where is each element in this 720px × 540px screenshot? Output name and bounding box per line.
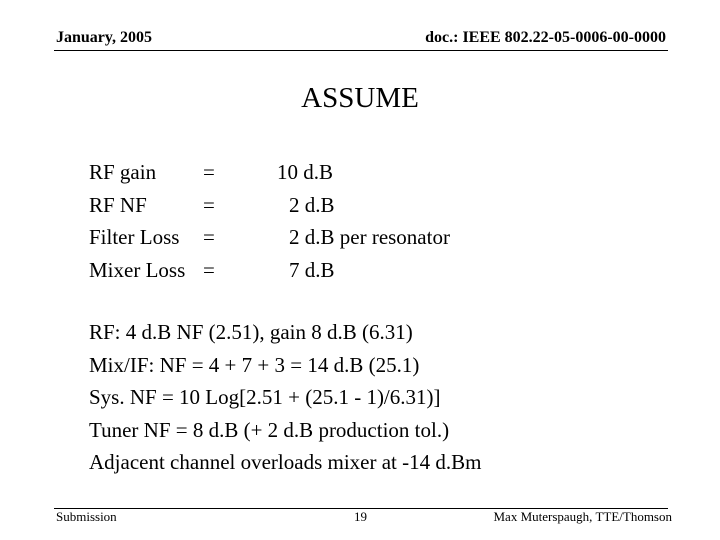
param-value: 7 d.B (289, 257, 335, 282)
param-row-filter-loss (89, 221, 509, 254)
footer-submission: Submission (56, 509, 117, 524)
header-divider (54, 50, 668, 51)
param-row-mixer-loss (89, 254, 509, 287)
param-label: RF NF (89, 192, 147, 217)
param-value: 2 d.B per resonator (289, 225, 450, 249)
calc-line-rf: RF: 4 d.B NF (2.51), gain 8 d.B (6.31) (89, 320, 413, 344)
param-equals: = (203, 192, 215, 217)
param-equals: = (203, 225, 215, 249)
header-date: January, 2005 (56, 29, 153, 46)
param-value: 2 d.B (289, 192, 335, 217)
header-doc-id: doc.: IEEE 802.22-05-0006-00-0000 (425, 29, 666, 46)
param-equals: = (203, 257, 215, 282)
calculation-block (89, 316, 481, 479)
param-equals: = (203, 160, 215, 184)
param-value: 10 d.B (277, 160, 334, 184)
footer-author: Max Muterspaugh, TTE/Thomson (493, 509, 672, 524)
slide-title: ASSUME (301, 82, 419, 114)
param-label: RF gain (89, 160, 157, 184)
footer-page-number: 19 (354, 509, 367, 524)
param-row-rf-gain (89, 156, 509, 189)
calc-line-tuner-nf: Tuner NF = 8 d.B (+ 2 d.B production tol.) (89, 417, 450, 442)
calc-line-sys-nf: Sys. NF = 10 Log[2.51 + (25.1 - 1)/6.31)] (89, 385, 441, 409)
param-row-rf-nf (89, 189, 509, 222)
calc-line-mix-if: Mix/IF: NF = 4 + 7 + 3 = 14 d.B (25.1) (89, 352, 420, 377)
calc-line-adjacent-channel: Adjacent channel overloads mixer at -14 d.Bm (89, 450, 482, 474)
assumption-table (89, 156, 509, 286)
param-label: Mixer Loss (89, 257, 186, 282)
param-label: Filter Loss (89, 225, 180, 249)
